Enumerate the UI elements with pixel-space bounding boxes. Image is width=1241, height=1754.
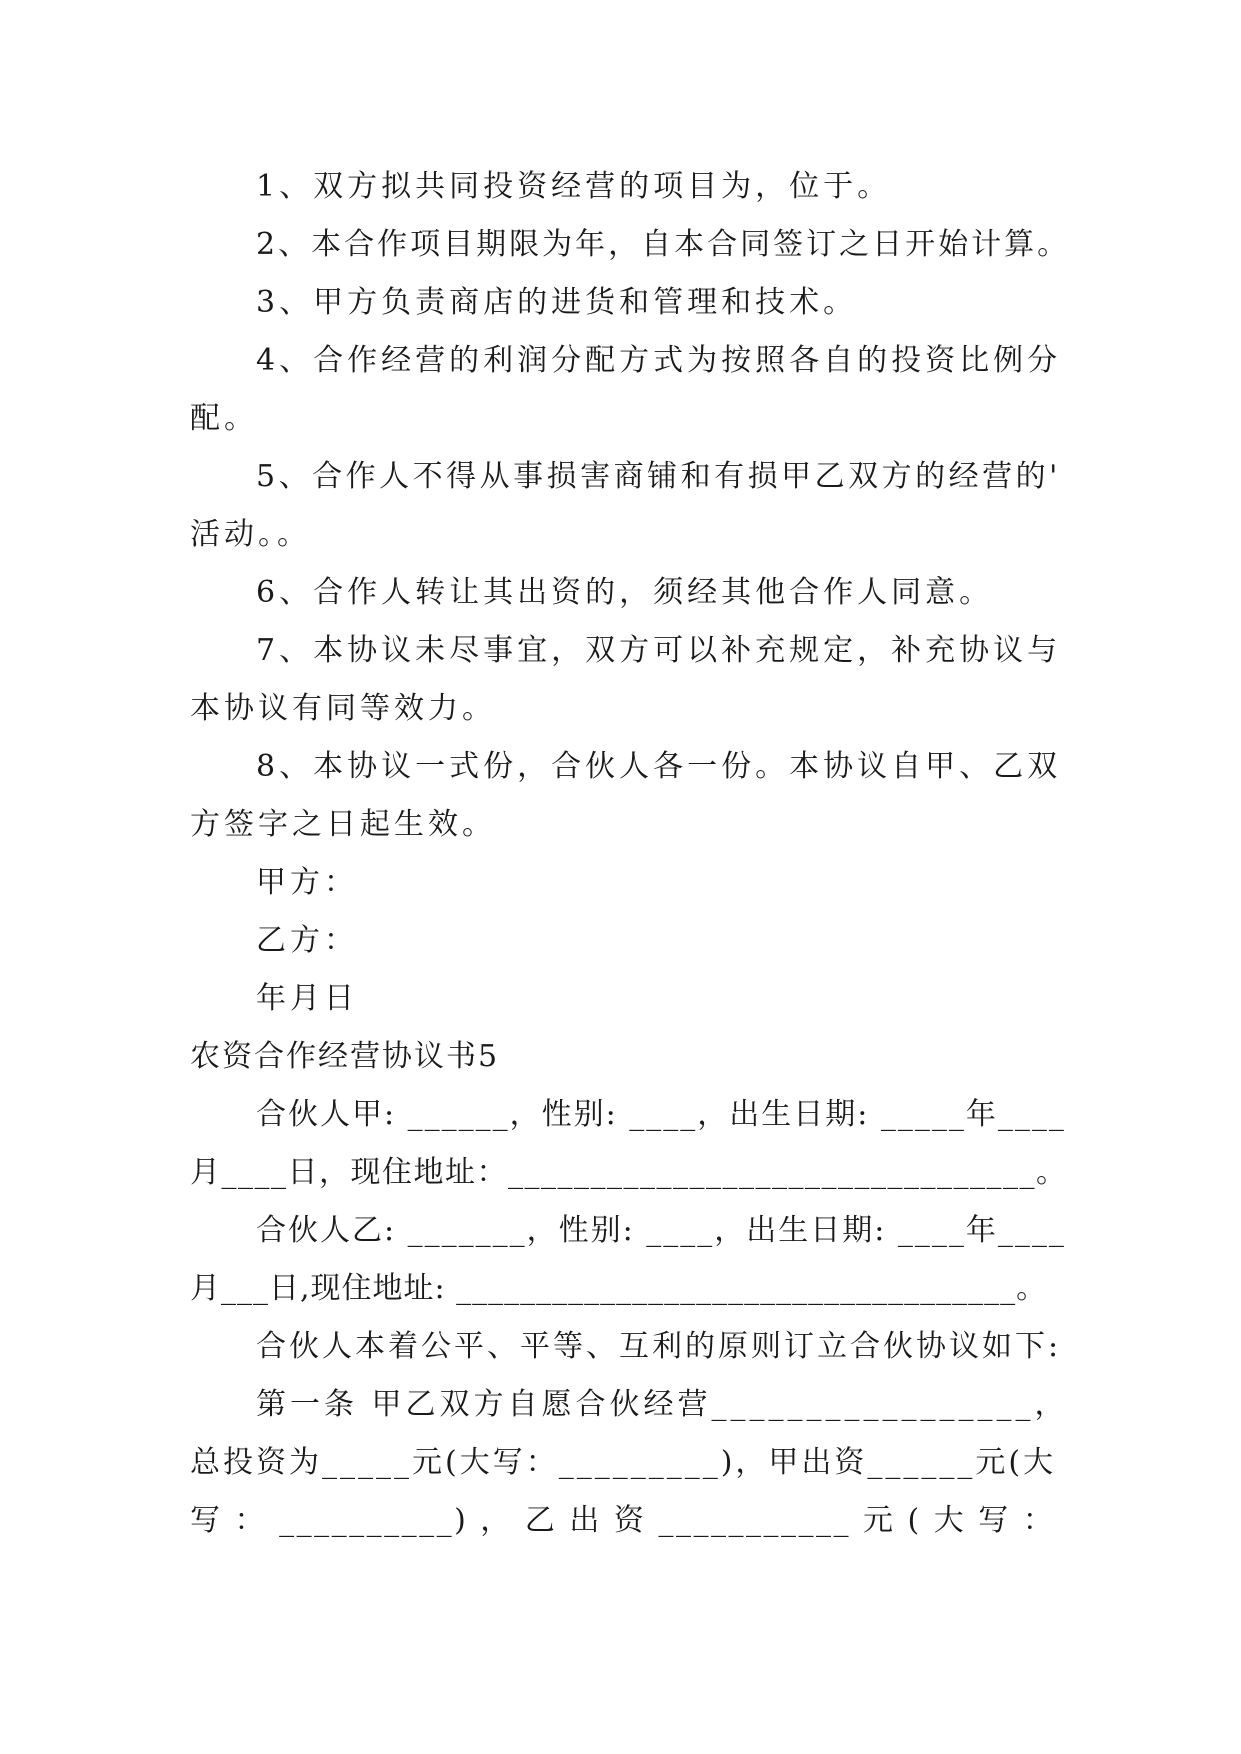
partner-b-info-cont: 月___日,现住地址: ___________________________________。	[190, 1271, 1048, 1306]
clause-7: 7、本协议未尽事宜，双方可以补充规定，补充协议与	[256, 633, 1062, 668]
partner-a-info: 合伙人甲: ______，性别: ____，出生日期: _____年____	[256, 1097, 1066, 1132]
clause-7-cont: 本协议有同等效力。	[190, 691, 496, 726]
article-1-cont-2: 写 ： __________) ， 乙 出 资 ___________ 元 ( 大 写 ：	[190, 1503, 1056, 1538]
party-b-signature: 乙方：	[256, 923, 358, 958]
signature-date: 年月日	[256, 981, 358, 1016]
agreement-intro: 合伙人本着公平、平等、互利的原则订立合伙协议如下:	[256, 1329, 1062, 1364]
clause-5: 5、合作人不得从事损害商铺和有损甲乙双方的经营的'	[256, 459, 1061, 494]
section-title: 农资合作经营协议书5	[190, 1039, 500, 1074]
clause-1: 1、双方拟共同投资经营的项目为，位于。	[256, 169, 892, 204]
clause-5-cont: 活动。。	[190, 517, 311, 552]
partner-b-info: 合伙人乙: _______，性别: ____，出生日期: ____年____	[256, 1213, 1066, 1248]
clause-6: 6、合作人转让其出资的，须经其他合作人同意。	[256, 575, 994, 610]
party-a-signature: 甲方：	[256, 865, 358, 900]
clause-8-cont: 方签字之日起生效。	[190, 807, 496, 842]
document-body	[190, 158, 1070, 1550]
clause-3: 3、甲方负责商店的进货和管理和技术。	[256, 285, 858, 320]
clause-4: 4、合作经营的利润分配方式为按照各自的投资比例分	[256, 343, 1062, 378]
clause-8: 8、本协议一式份，合伙人各一份。本协议自甲、乙双	[256, 749, 1062, 784]
clause-4-cont: 配。	[190, 401, 258, 436]
partner-a-info-cont: 月____日，现住地址：________________________________。	[190, 1155, 1068, 1190]
clause-2: 2、本合作项目期限为年，自本合同签订之日开始计算。	[256, 227, 1071, 262]
article-1-cont-1: 总投资为_____元(大写：_________)，甲出资______元(大	[190, 1445, 1057, 1480]
article-1: 第一条 甲乙双方自愿合伙经营_________________，	[256, 1387, 1069, 1422]
